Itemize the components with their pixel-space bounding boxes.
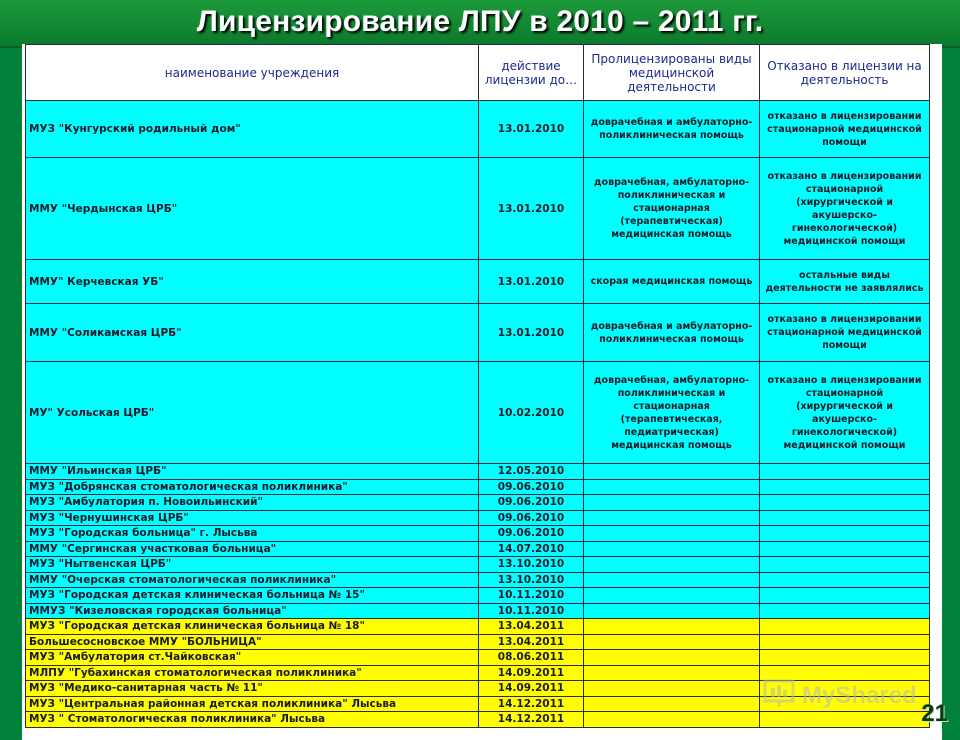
- cell-date: 09.06.2010: [479, 495, 584, 511]
- cell-refused: [760, 541, 930, 557]
- cell-name: МУЗ "Центральная районная детская поликлиника" Лысьва: [26, 696, 479, 712]
- cell-licensed-types: [584, 696, 760, 712]
- table-row: [26, 464, 930, 480]
- table-row: [26, 603, 930, 619]
- cell-name: МУЗ "Амбулатория ст.Чайковская": [26, 650, 479, 666]
- license-table: [25, 44, 930, 728]
- table-row: [26, 495, 930, 511]
- cell-date: 08.06.2011: [479, 650, 584, 666]
- cell-licensed-types: [584, 665, 760, 681]
- cell-licensed-types: [584, 479, 760, 495]
- cell-licensed-types: [584, 681, 760, 697]
- table-row: [26, 479, 930, 495]
- table-row: [26, 510, 930, 526]
- table-row: [26, 541, 930, 557]
- table-row: [26, 619, 930, 635]
- table-header-row: [26, 45, 930, 101]
- cell-date: 09.06.2010: [479, 479, 584, 495]
- cell-licensed-types: [584, 464, 760, 480]
- license-table-sheet: [22, 44, 942, 740]
- table-row: [26, 362, 930, 464]
- cell-date: 13.01.2010: [479, 260, 584, 304]
- cell-licensed-types: [584, 650, 760, 666]
- cell-licensed-types: [584, 526, 760, 542]
- title-bar: [0, 0, 960, 48]
- table-row: [26, 526, 930, 542]
- cell-name: МУЗ "Нытвенская ЦРБ": [26, 557, 479, 573]
- cell-name: МУЗ "Медико-санитарная часть № 11": [26, 681, 479, 697]
- cell-date: 10.11.2010: [479, 588, 584, 604]
- cell-refused: отказано в лицензировании стационарной медицинской помощи: [760, 304, 930, 362]
- cell-refused: [760, 495, 930, 511]
- cell-name: МУЗ "Городская детская клиническая больница № 18": [26, 619, 479, 635]
- column-header-name: наименование учреждения: [26, 45, 479, 101]
- table-row: [26, 304, 930, 362]
- cell-refused: отказано в лицензировании стационарной медицинской помощи: [760, 101, 930, 158]
- cell-name: ММУ "Очерская стоматологическая поликлиника": [26, 572, 479, 588]
- column-header-licensed-types: Пролицензированы виды медицинской деятельности: [584, 45, 760, 101]
- cell-refused: [760, 557, 930, 573]
- cell-refused: [760, 588, 930, 604]
- cell-refused: [760, 479, 930, 495]
- cell-licensed-types: доврачебная, амбулаторно-поликлиническая и стационарная (терапевтическая) медицинская помощь: [584, 158, 760, 260]
- cell-refused: [760, 619, 930, 635]
- cell-name: ММУ "Сергинская участковая больница": [26, 541, 479, 557]
- cell-refused: [760, 572, 930, 588]
- cell-date: 14.09.2011: [479, 665, 584, 681]
- watermark-text: MyShared: [802, 682, 917, 709]
- cell-refused: отказано в лицензировании стационарной (хирургической и акушерско-гинекологической) медицинской помощи: [760, 158, 930, 260]
- table-row: [26, 101, 930, 158]
- column-header-license-until: действие лицензии до…: [479, 45, 584, 101]
- cell-refused: остальные виды деятельности не заявлялись: [760, 260, 930, 304]
- cell-name: МУЗ "Амбулатория п. Новоильинский": [26, 495, 479, 511]
- cell-date: 13.04.2011: [479, 619, 584, 635]
- cell-licensed-types: доврачебная, амбулаторно-поликлиническая и стационарная (терапевтическая, педиатрическая) медицинская помощь: [584, 362, 760, 464]
- cell-date: 09.06.2010: [479, 526, 584, 542]
- cell-name: МЛПУ "Губахинская стоматологическая поликлиника": [26, 665, 479, 681]
- cell-licensed-types: [584, 634, 760, 650]
- cell-licensed-types: [584, 603, 760, 619]
- cell-name: МУЗ " Стоматологическая поликлиника" Лысьва: [26, 712, 479, 728]
- cell-name: ММУЗ "Кизеловская городская больница": [26, 603, 479, 619]
- cell-licensed-types: [584, 510, 760, 526]
- cell-name: МУЗ "Кунгурский родильный дом": [26, 101, 479, 158]
- table-row: [26, 260, 930, 304]
- cell-name: МУЗ "Чернушинская ЦРБ": [26, 510, 479, 526]
- slide-title: Лицензирование ЛПУ в 2010 – 2011 гг.: [196, 5, 764, 38]
- presentation-icon: [762, 676, 796, 710]
- table-row: [26, 557, 930, 573]
- cell-name: МУЗ "Городская детская клиническая больница № 15": [26, 588, 479, 604]
- cell-date: 13.10.2010: [479, 572, 584, 588]
- cell-refused: [760, 603, 930, 619]
- cell-name: ММУ "Соликамская ЦРБ": [26, 304, 479, 362]
- cell-refused: [760, 526, 930, 542]
- cell-name: ММУ "Чердынская ЦРБ": [26, 158, 479, 260]
- cell-date: 13.01.2010: [479, 158, 584, 260]
- cell-date: 13.01.2010: [479, 304, 584, 362]
- cell-licensed-types: [584, 541, 760, 557]
- cell-date: 10.02.2010: [479, 362, 584, 464]
- cell-licensed-types: [584, 572, 760, 588]
- cell-licensed-types: доврачебная и амбулаторно-поликлиническая помощь: [584, 101, 760, 158]
- cell-licensed-types: [584, 588, 760, 604]
- cell-licensed-types: скорая медицинская помощь: [584, 260, 760, 304]
- cell-name: Большесосновское ММУ "БОЛЬНИЦА": [26, 634, 479, 650]
- cell-licensed-types: [584, 712, 760, 728]
- cell-refused: [760, 510, 930, 526]
- cell-date: 14.12.2011: [479, 712, 584, 728]
- cell-name: ММУ" Керчевская УБ": [26, 260, 479, 304]
- cell-licensed-types: [584, 557, 760, 573]
- page-number: 21: [921, 700, 948, 727]
- cell-date: 13.10.2010: [479, 557, 584, 573]
- cell-date: 13.04.2011: [479, 634, 584, 650]
- cell-date: 14.07.2010: [479, 541, 584, 557]
- cell-refused: [760, 650, 930, 666]
- table-row: [26, 588, 930, 604]
- cell-name: МУЗ "Добрянская стоматологическая поликлиника": [26, 479, 479, 495]
- cell-date: 14.09.2011: [479, 681, 584, 697]
- table-row: [26, 572, 930, 588]
- cell-date: 09.06.2010: [479, 510, 584, 526]
- table-row: [26, 650, 930, 666]
- table-row: [26, 634, 930, 650]
- cell-date: 12.05.2010: [479, 464, 584, 480]
- cell-name: МУ" Усольская ЦРБ": [26, 362, 479, 464]
- cell-licensed-types: доврачебная и амбулаторно-поликлиническая помощь: [584, 304, 760, 362]
- cell-date: 10.11.2010: [479, 603, 584, 619]
- cell-refused: [760, 464, 930, 480]
- cell-licensed-types: [584, 495, 760, 511]
- cell-refused: [760, 634, 930, 650]
- cell-licensed-types: [584, 619, 760, 635]
- cell-name: ММУ "Ильинская ЦРБ": [26, 464, 479, 480]
- cell-refused: отказано в лицензировании стационарной (хирургической и акушерско-гинекологической) медицинской помощи: [760, 362, 930, 464]
- watermark: [762, 676, 932, 716]
- cell-name: МУЗ "Городская больница" г. Лысьва: [26, 526, 479, 542]
- column-header-refused: Отказано в лицензии на деятельность: [760, 45, 930, 101]
- cell-date: 13.01.2010: [479, 101, 584, 158]
- table-row: [26, 158, 930, 260]
- cell-date: 14.12.2011: [479, 696, 584, 712]
